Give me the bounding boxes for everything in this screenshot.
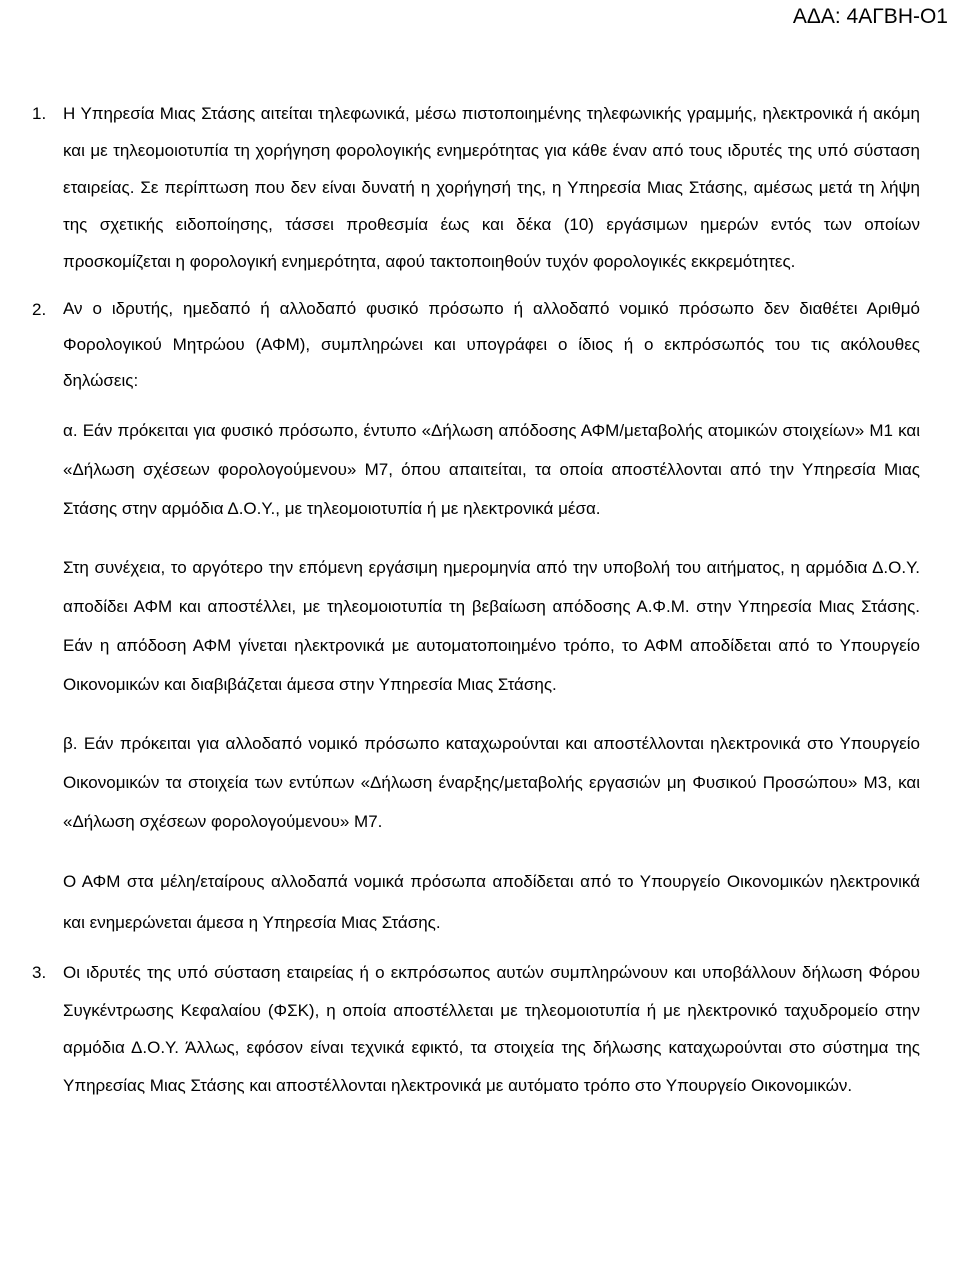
item-text: Οι ιδρυτές της υπό σύσταση εταιρείας ή ο εκπρόσωπος αυτών συμπληρώνουν και υποβάλλουν δήλωση Φόρου Συγκέντρωσης Κεφαλαίου (ΦΣΚ), η οποία αποστέλλεται με τηλεομοιοτυπία ή με ηλεκτρονικό ταχυδρομείο στην αρμόδια Δ.Ο.Υ. Άλλως, εφόσον είναι τεχνικά εφικτό, τα στοιχεία της δήλωσης καταχωρούνται στο σύστημα της Υπηρεσίας Μιας Στάσης και αποστέλλονται ηλεκτρονικά με αυτόματο τρόπο στο Υπουργείο Οικονομικών. [63,963,920,1095]
item-number: 1. [32,104,47,123]
list-item-3 [32,954,920,1104]
item-text: Η Υπηρεσία Μιας Στάσης αιτείται τηλεφωνικά, μέσω πιστοποιημένης τηλεφωνικής γραμμής, ηλεκτρονικά ή ακόμη και με τηλεομοιοτυπία τη χορήγηση φορολογικής ενημερότητας για κάθε έναν από τους ιδρυτές της υπό σύσταση εταιρείας. Σε περίπτωση που δεν είναι δυνατή η χορήγησή της, η Υπηρεσία Μιας Στάσης, αμέσως μετά τη λήψη της σχετικής ειδοποίησης, τάσσει προθεσμία έως και δέκα (10) εργάσιμων ημερών εντός των οποίων προσκομίζεται η φορολογική ενημερότητα, αφού τακτοποιηθούν τυχόν φορολογικές εκκρεμότητες. [63,104,920,271]
list-item-1 [32,95,920,280]
item-number: 3. [32,963,47,982]
item-number: 2. [32,300,47,319]
sub-paragraph-a-continued: Στη συνέχεια, το αργότερο την επόμενη εργάσιμη ημερομηνία από την υποβολή του αιτήματος, η αρμόδια Δ.Ο.Υ. αποδίδει ΑΦΜ και αποστέλλει, με τηλεομοιοτυπία τη βεβαίωση απόδοσης Α.Φ.Μ. στην Υπηρεσία Μιας Στάσης. Εάν η απόδοση ΑΦΜ γίνεται ηλεκτρονικά με αυτοματοποιημένο τρόπο, το ΑΦΜ αποδίδεται από το Υπουργείο Οικονομικών και διαβιβάζεται άμεσα στην Υπηρεσία Μιας Στάσης. [63,558,920,694]
document-ada-code: ΑΔΑ: 4ΑΓΒΗ-Ο1 [792,5,948,28]
sub-paragraph-b-continued: Ο ΑΦΜ στα μέλη/εταίρους αλλοδαπά νομικά πρόσωπα αποδίδεται από το Υπουργείο Οικονομικών ηλεκτρονικά και ενημερώνεται άμεσα η Υπηρεσία Μιας Στάσης. [63,872,920,932]
sub-paragraph-a: α. Εάν πρόκειται για φυσικό πρόσωπο, έντυπο «Δήλωση απόδοσης ΑΦΜ/μεταβολής ατομικών στοιχείων» Μ1 και «Δήλωση σχέσεων φορολογούμενου» Μ7, όπου απαιτείται, τα οποία αποστέλλονται από την Υπηρεσία Μιας Στάσης στην αρμόδια Δ.Ο.Υ., με τηλεομοιοτυπία ή με ηλεκτρονικά μέσα. [63,421,920,518]
sub-paragraph-b: β. Εάν πρόκειται για αλλοδαπό νομικό πρόσωπο καταχωρούνται και αποστέλλονται ηλεκτρονικά στο Υπουργείο Οικονομικών τα στοιχεία των εντύπων «Δήλωση έναρξης/μεταβολής εργασιών μη Φυσικού Προσώπου» Μ3, και «Δήλωση σχέσεων φορολογούμενου» Μ7. [63,734,920,831]
list-item-2 [32,291,920,399]
item-text: Αν ο ιδρυτής, ημεδαπό ή αλλοδαπό φυσικό πρόσωπο ή αλλοδαπό νομικό πρόσωπο δεν διαθέτει Αριθμό Φορολογικού Μητρώου (ΑΦΜ), συμπληρώνει και υπογράφει ο ίδιος ή ο εκπρόσωπός του τις ακόλουθες δηλώσεις: [63,299,920,390]
document-body [32,95,920,1104]
